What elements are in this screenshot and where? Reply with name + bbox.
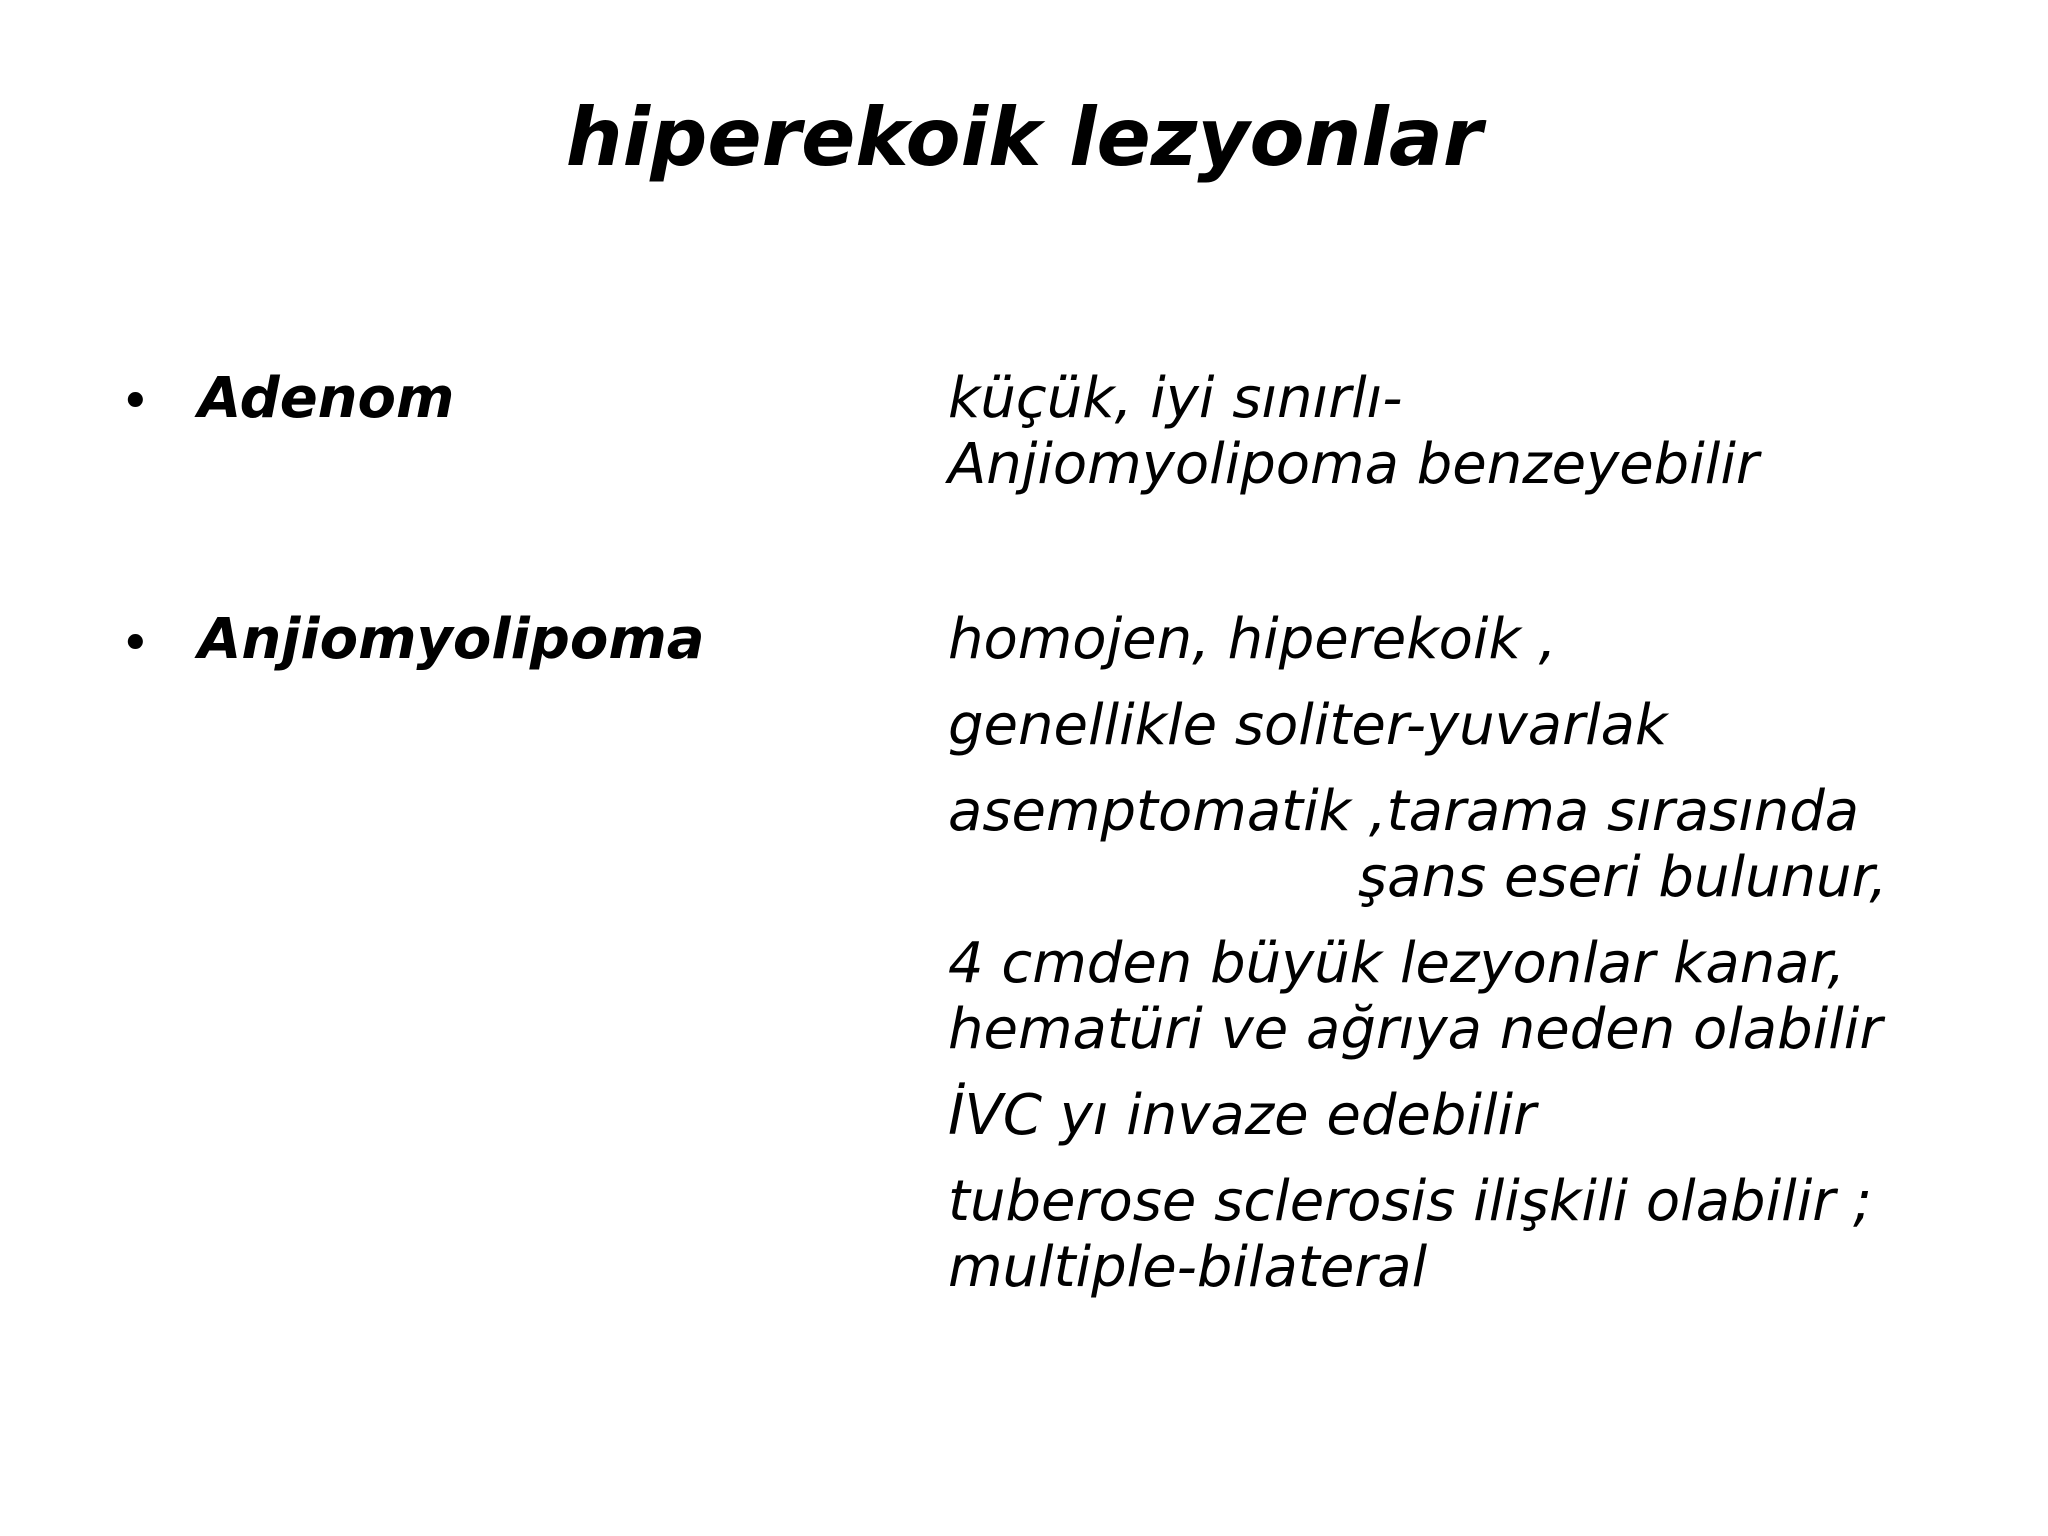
slide-title: hiperekoik lezyonlar (565, 91, 1483, 184)
description-line: Anjiomyolipoma benzeyebilir (948, 432, 1759, 497)
term-adenom: Adenom (198, 366, 455, 431)
description-line: İVC yı invaze edebilir (948, 1083, 1537, 1148)
bullet-marker: • (120, 614, 151, 674)
description-line: küçük, iyi sınırlı- (948, 366, 1403, 431)
term-anjiomyolipoma: Anjiomyolipoma (198, 607, 705, 672)
description-adenom (948, 366, 1759, 498)
description-line: şans eseri bulunur, (1358, 845, 1888, 910)
description-line: genellikle soliter-yuvarlak (948, 693, 1668, 758)
description-line: 4 cmden büyük lezyonlar kanar, (948, 931, 1846, 996)
description-line: hematüri ve ağrıya neden olabilir (948, 997, 1883, 1062)
description-anjiomyolipoma (948, 607, 1887, 1301)
description-line: homojen, hiperekoik , (948, 607, 1557, 672)
description-line: tuberose sclerosis ilişkili olabilir ; (948, 1169, 1872, 1234)
bullet-marker: • (120, 372, 151, 432)
description-line: multiple-bilateral (948, 1235, 1428, 1300)
description-line: asemptomatik ,tarama sırasında (948, 779, 1860, 844)
